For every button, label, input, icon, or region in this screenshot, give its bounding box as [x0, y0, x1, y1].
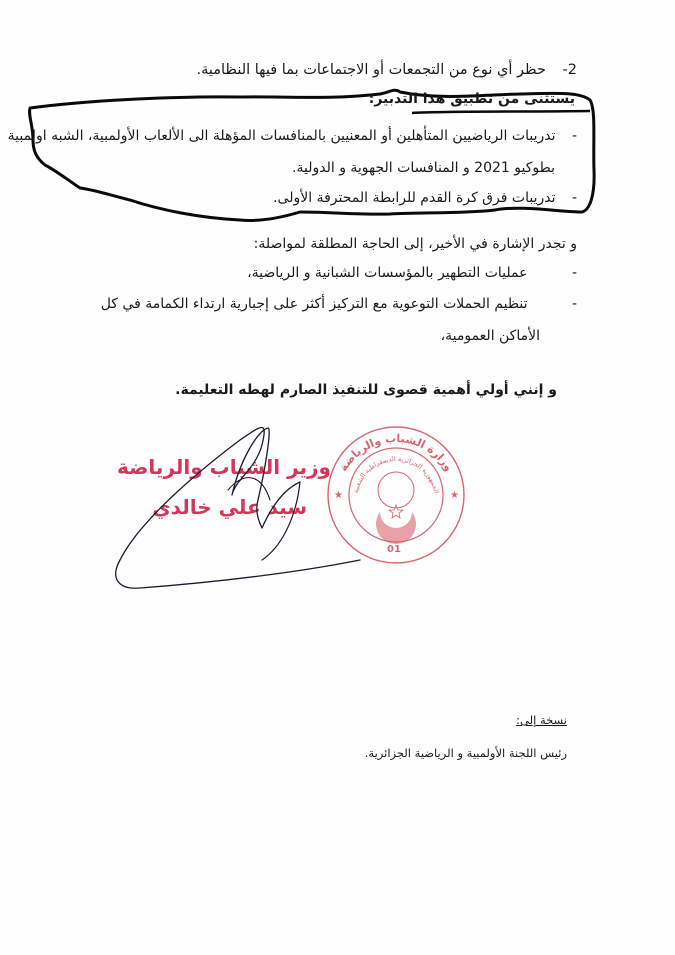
closing-item-2 [101, 294, 577, 314]
stamp-number: 01 [387, 544, 401, 555]
star-icon [389, 505, 403, 518]
stamp-inner-text: الجمهورية الجزائرية الديمقراطية الشعبية [351, 454, 441, 494]
closing-item-2-line1: تنظيم الحملات التوعوية مع التركيز أكثر على إجبارية ارتداء الكمامة في كل [100, 296, 528, 312]
bullet-dash: - [571, 128, 577, 144]
item-2 [196, 60, 577, 80]
bullet-dash: - [571, 190, 577, 206]
bullet-dash: - [571, 296, 577, 312]
star-icon: ★ [450, 490, 459, 501]
item-2-text: حظر أي نوع من التجمعات أو الاجتماعات بما فيها النظامية. [196, 62, 546, 78]
item-2-number: 2- [562, 62, 577, 78]
exception-item-2 [273, 188, 577, 208]
closing-item-1 [247, 263, 577, 283]
exceptions-heading: يستثنى من تطبيق هذا التدبير: [368, 91, 575, 107]
closing-intro: و تجدر الإشارة في الأخير، إلى الحاجة المطلقة لمواصلة: [253, 236, 577, 252]
closing-final: و إنني أولي أهمية قصوى للتنفيذ الصارم لهطه التعليمة. [175, 382, 557, 398]
closing-item-1-line1: عمليات التطهير بالمؤسسات الشبانية و الرياضية، [247, 265, 528, 281]
stamp-outer-text: وزارة الشباب والرياضة [336, 431, 456, 474]
bullet-dash: - [571, 265, 577, 281]
copy-recipient: رئيس اللجنة الأولمبية و الرياضية الجزائرية. [364, 746, 567, 760]
exception-item-1 [8, 126, 577, 146]
exception-item-1-line1: تدريبات الرياضيين المتأهلين أو المعنيين بالمنافسات المؤهلة الى الألعاب الأولمبية، الشبه اولمبية [7, 128, 556, 144]
star-icon: ★ [334, 490, 343, 501]
signature-title: وزير الشباب والرياضة [116, 455, 331, 479]
svg-text:وزارة الشباب والرياضة [337, 432, 456, 474]
exception-item-1-line2: بطوكيو 2021 و المنافسات الجهوية و الدولية. [292, 160, 555, 176]
copy-heading: نسخة إلى: [516, 713, 567, 727]
crescent-icon [376, 512, 416, 544]
svg-text:الجمهورية الجزائرية الديمقراطي [352, 455, 441, 494]
signature-name: سيد علي خالدي [152, 495, 307, 519]
exception-item-2-line1: تدريبات فرق كرة القدم للرابطة المحترفة الأولى. [273, 190, 556, 206]
closing-item-2-line2: الأماكن العمومية، [440, 328, 540, 344]
